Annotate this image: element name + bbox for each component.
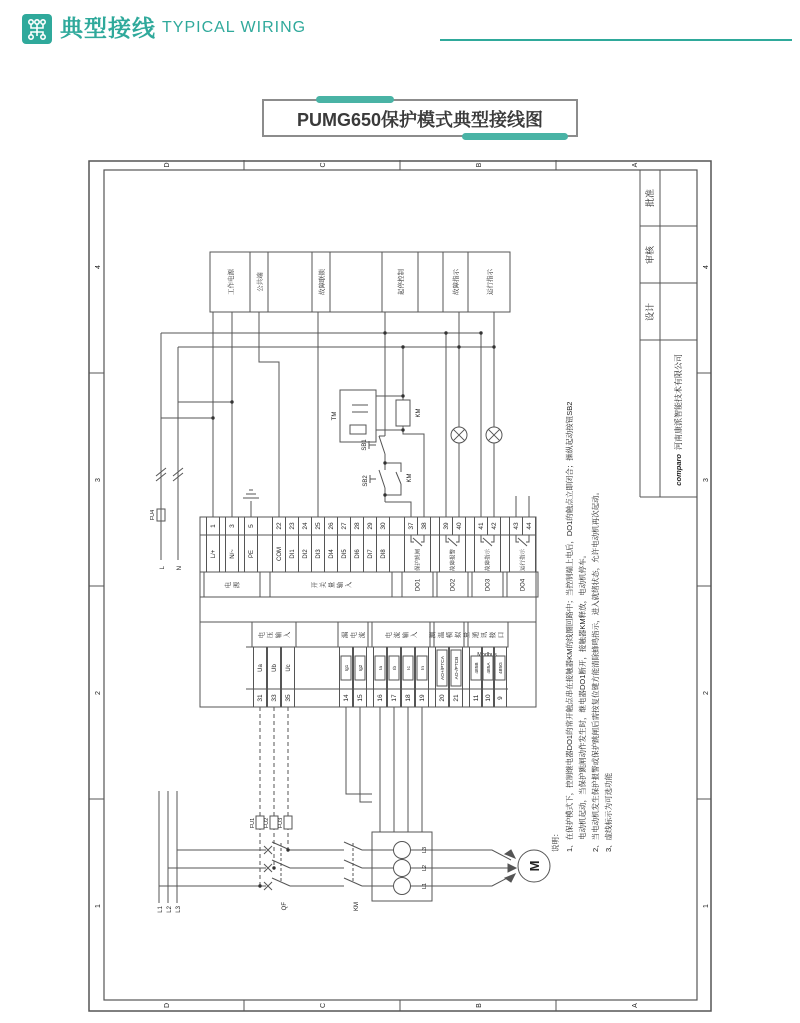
wiring-logo-icon [22, 14, 52, 44]
svg-text:31: 31 [257, 694, 265, 702]
svg-text:18: 18 [405, 694, 413, 702]
fu1-label: FU1 [250, 817, 256, 829]
svg-text:B: B [476, 162, 483, 168]
page-title-zh: 典型接线 [60, 15, 156, 41]
svg-text:9: 9 [497, 696, 505, 700]
svg-text:DI5: DI5 [342, 549, 348, 559]
svg-text:485G: 485G [498, 662, 504, 674]
svg-text:2: 2 [703, 691, 710, 695]
svg-text:5: 5 [248, 524, 256, 528]
svg-text:测温模拟量: 测 温 模 拟 量 [429, 631, 471, 639]
svg-text:DI3: DI3 [316, 549, 322, 559]
note-line: 电动机起动，当保护跳闸动作发生时，继电器DO1断开，接触器KM释放，电动机停车。 [578, 550, 587, 840]
note-line: 1、在保护模式下，控制继电器DO1的常开触点串在接触器KM的线圈回路中；当控制端上电后，DO1的触点立即闭合；操纵起动按钮SB2 [565, 401, 574, 852]
svg-text:17: 17 [391, 694, 399, 702]
svg-text:16: 16 [377, 694, 385, 702]
svg-text:公共端: 公共端 [257, 272, 264, 292]
motor-label: M [527, 860, 542, 872]
svg-text:B: B [476, 1003, 483, 1008]
svg-text:Ic: Ic [406, 666, 412, 670]
ct-L3-label: L3 [422, 846, 428, 854]
tm-label: TM [332, 411, 338, 421]
device-terminals [204, 517, 538, 707]
svg-text:运行指示: 运行指示 [487, 269, 494, 295]
design-label: 设计 [645, 302, 655, 322]
svg-text:Ig2: Ig2 [358, 664, 364, 672]
svg-text:DI4: DI4 [329, 549, 335, 559]
power-circuit [159, 707, 550, 903]
svg-text:4: 4 [703, 265, 710, 269]
svg-text:39: 39 [443, 522, 451, 530]
device-box [200, 517, 536, 707]
svg-text:10: 10 [485, 694, 493, 702]
svg-text:故障指示: 故障指示 [453, 269, 460, 295]
svg-text:35: 35 [285, 694, 293, 702]
svg-text:20: 20 [439, 694, 447, 702]
svg-text:AO+/PTCA: AO+/PTCA [440, 656, 446, 680]
phase-L2-label: L2 [167, 906, 173, 913]
svg-text:故障指示: 故障指示 [485, 548, 492, 572]
landscape-canvas [88, 160, 712, 1012]
note-line: 3、虚线标示为可选功能 [604, 772, 613, 852]
svg-text:24: 24 [302, 522, 310, 530]
svg-text:DI8: DI8 [381, 549, 387, 559]
svg-text:DO4: DO4 [520, 578, 527, 592]
svg-text:21: 21 [453, 694, 461, 702]
svg-text:1: 1 [703, 904, 710, 908]
approve-label: 批准 [645, 188, 655, 208]
company-logo: comparo [674, 454, 683, 486]
svg-text:485B: 485B [474, 662, 480, 674]
svg-text:DI2: DI2 [303, 549, 309, 559]
svg-text:23: 23 [289, 522, 297, 530]
svg-text:DO1: DO1 [415, 578, 422, 592]
svg-text:运行指示: 运行指示 [520, 548, 527, 572]
km-main-label: KM [354, 902, 360, 911]
svg-text:42: 42 [491, 522, 499, 530]
svg-text:41: 41 [478, 522, 486, 530]
control-junctions [211, 331, 495, 496]
svg-text:37: 37 [408, 522, 416, 530]
svg-text:DO3: DO3 [485, 578, 492, 592]
review-label: 审核 [645, 245, 655, 265]
svg-text:N/~: N/~ [230, 549, 236, 559]
svg-text:38: 38 [421, 522, 429, 530]
drawing-sheet [88, 160, 712, 1012]
phase-L3-label: L3 [176, 906, 182, 913]
ct-L2-label: L2 [422, 864, 428, 872]
badge-accent-bottom [462, 133, 568, 140]
svg-text:In: In [420, 665, 426, 671]
fu2-label: FU2 [264, 817, 270, 829]
svg-text:27: 27 [341, 522, 349, 530]
svg-text:25: 25 [315, 522, 323, 530]
svg-text:4: 4 [95, 265, 102, 269]
svg-text:19: 19 [419, 694, 427, 702]
diagram-title-badge [262, 99, 578, 137]
svg-text:电压输入: 电 压 输 入 [258, 631, 292, 639]
svg-text:3: 3 [703, 478, 710, 482]
svg-text:44: 44 [526, 522, 534, 530]
svg-text:Ua: Ua [258, 664, 264, 672]
svg-text:D: D [164, 1002, 171, 1009]
fu4-label: FU4 [150, 509, 156, 521]
fu3-label: FU3 [278, 817, 284, 829]
notes [550, 402, 613, 852]
phase-L1-label: L1 [158, 906, 164, 913]
line-L-label: L [160, 566, 166, 570]
sb2-label: SB2 [363, 475, 369, 487]
svg-text:3: 3 [95, 478, 102, 482]
svg-text:DO2: DO2 [450, 578, 457, 592]
svg-text:L/+: L/+ [211, 549, 217, 559]
svg-text:AO-/PTCB: AO-/PTCB [454, 656, 460, 680]
line-N-label: N [177, 566, 183, 571]
header-rule [440, 39, 792, 41]
svg-text:11: 11 [473, 694, 481, 702]
svg-text:Ib: Ib [392, 665, 398, 671]
svg-text:43: 43 [513, 522, 521, 530]
svg-text:PE: PE [249, 549, 255, 559]
ct-L1-label: L1 [422, 882, 428, 890]
svg-text:电源: 电 源 [225, 581, 241, 589]
modbus-label: Modbus [477, 652, 497, 658]
svg-text:D: D [164, 162, 171, 168]
note-line: 2、当电动机发生保护报警或保护跳闸后需按复位键方能清除蜂鸣指示，进入就绪状态，允许电动机再次起动。 [591, 487, 600, 852]
svg-text:1: 1 [210, 524, 218, 528]
function-box [210, 252, 510, 312]
diagram-title: PUMG650保护模式典型接线图 [296, 110, 544, 130]
svg-text:DI1: DI1 [290, 549, 296, 559]
svg-text:工作电源: 工作电源 [228, 269, 235, 295]
qf-label: QF [282, 902, 288, 911]
svg-text:33: 33 [271, 694, 279, 702]
svg-text:起停控制: 起停控制 [398, 269, 405, 295]
power-labels [158, 818, 542, 913]
svg-text:Ub: Ub [272, 664, 278, 672]
svg-text:485A: 485A [486, 662, 492, 674]
svg-text:故障联锁: 故障联锁 [319, 269, 326, 295]
svg-text:14: 14 [343, 694, 351, 702]
svg-text:故障报警: 故障报警 [450, 548, 457, 572]
badge-accent-top [316, 96, 394, 103]
svg-text:15: 15 [357, 694, 365, 702]
svg-text:DI6: DI6 [355, 549, 361, 559]
svg-text:C: C [320, 1002, 327, 1009]
svg-text:通讯接口: 通 讯 接 口 [472, 631, 506, 639]
svg-text:COM: COM [277, 547, 283, 561]
svg-text:2: 2 [95, 691, 102, 695]
svg-text:29: 29 [367, 522, 375, 530]
notes-heading: 说明： [551, 829, 560, 852]
svg-text:28: 28 [354, 522, 362, 530]
svg-text:A: A [632, 162, 639, 168]
svg-text:Ia: Ia [378, 665, 384, 671]
svg-text:保护跳闸: 保护跳闸 [415, 548, 422, 572]
svg-text:30: 30 [380, 522, 388, 530]
svg-text:Ig1: Ig1 [344, 664, 350, 672]
title-block [640, 170, 697, 497]
company-name: 河南康派智能技术有限公司 [674, 354, 683, 450]
svg-text:3: 3 [229, 524, 237, 528]
svg-text:开关量输入: 开 关 量 输 入 [311, 581, 353, 589]
svg-text:1: 1 [95, 904, 102, 908]
km-coil-label: KM [416, 408, 422, 418]
svg-text:A: A [632, 1003, 639, 1008]
svg-text:40: 40 [456, 522, 464, 530]
svg-text:22: 22 [276, 522, 284, 530]
page-title-en: TYPICAL WIRING [162, 19, 307, 36]
sb1-label: SB1 [362, 439, 368, 451]
wiring-schematic [88, 160, 712, 1012]
svg-text:漏电流: 漏 电 流 [341, 631, 366, 639]
km-aux-label: KM [407, 473, 413, 483]
svg-text:26: 26 [328, 522, 336, 530]
svg-text:Uc: Uc [286, 664, 292, 672]
svg-text:DI7: DI7 [368, 549, 374, 559]
svg-text:C: C [320, 162, 327, 168]
svg-text:电流输入: 电 流 输 入 [385, 631, 419, 639]
